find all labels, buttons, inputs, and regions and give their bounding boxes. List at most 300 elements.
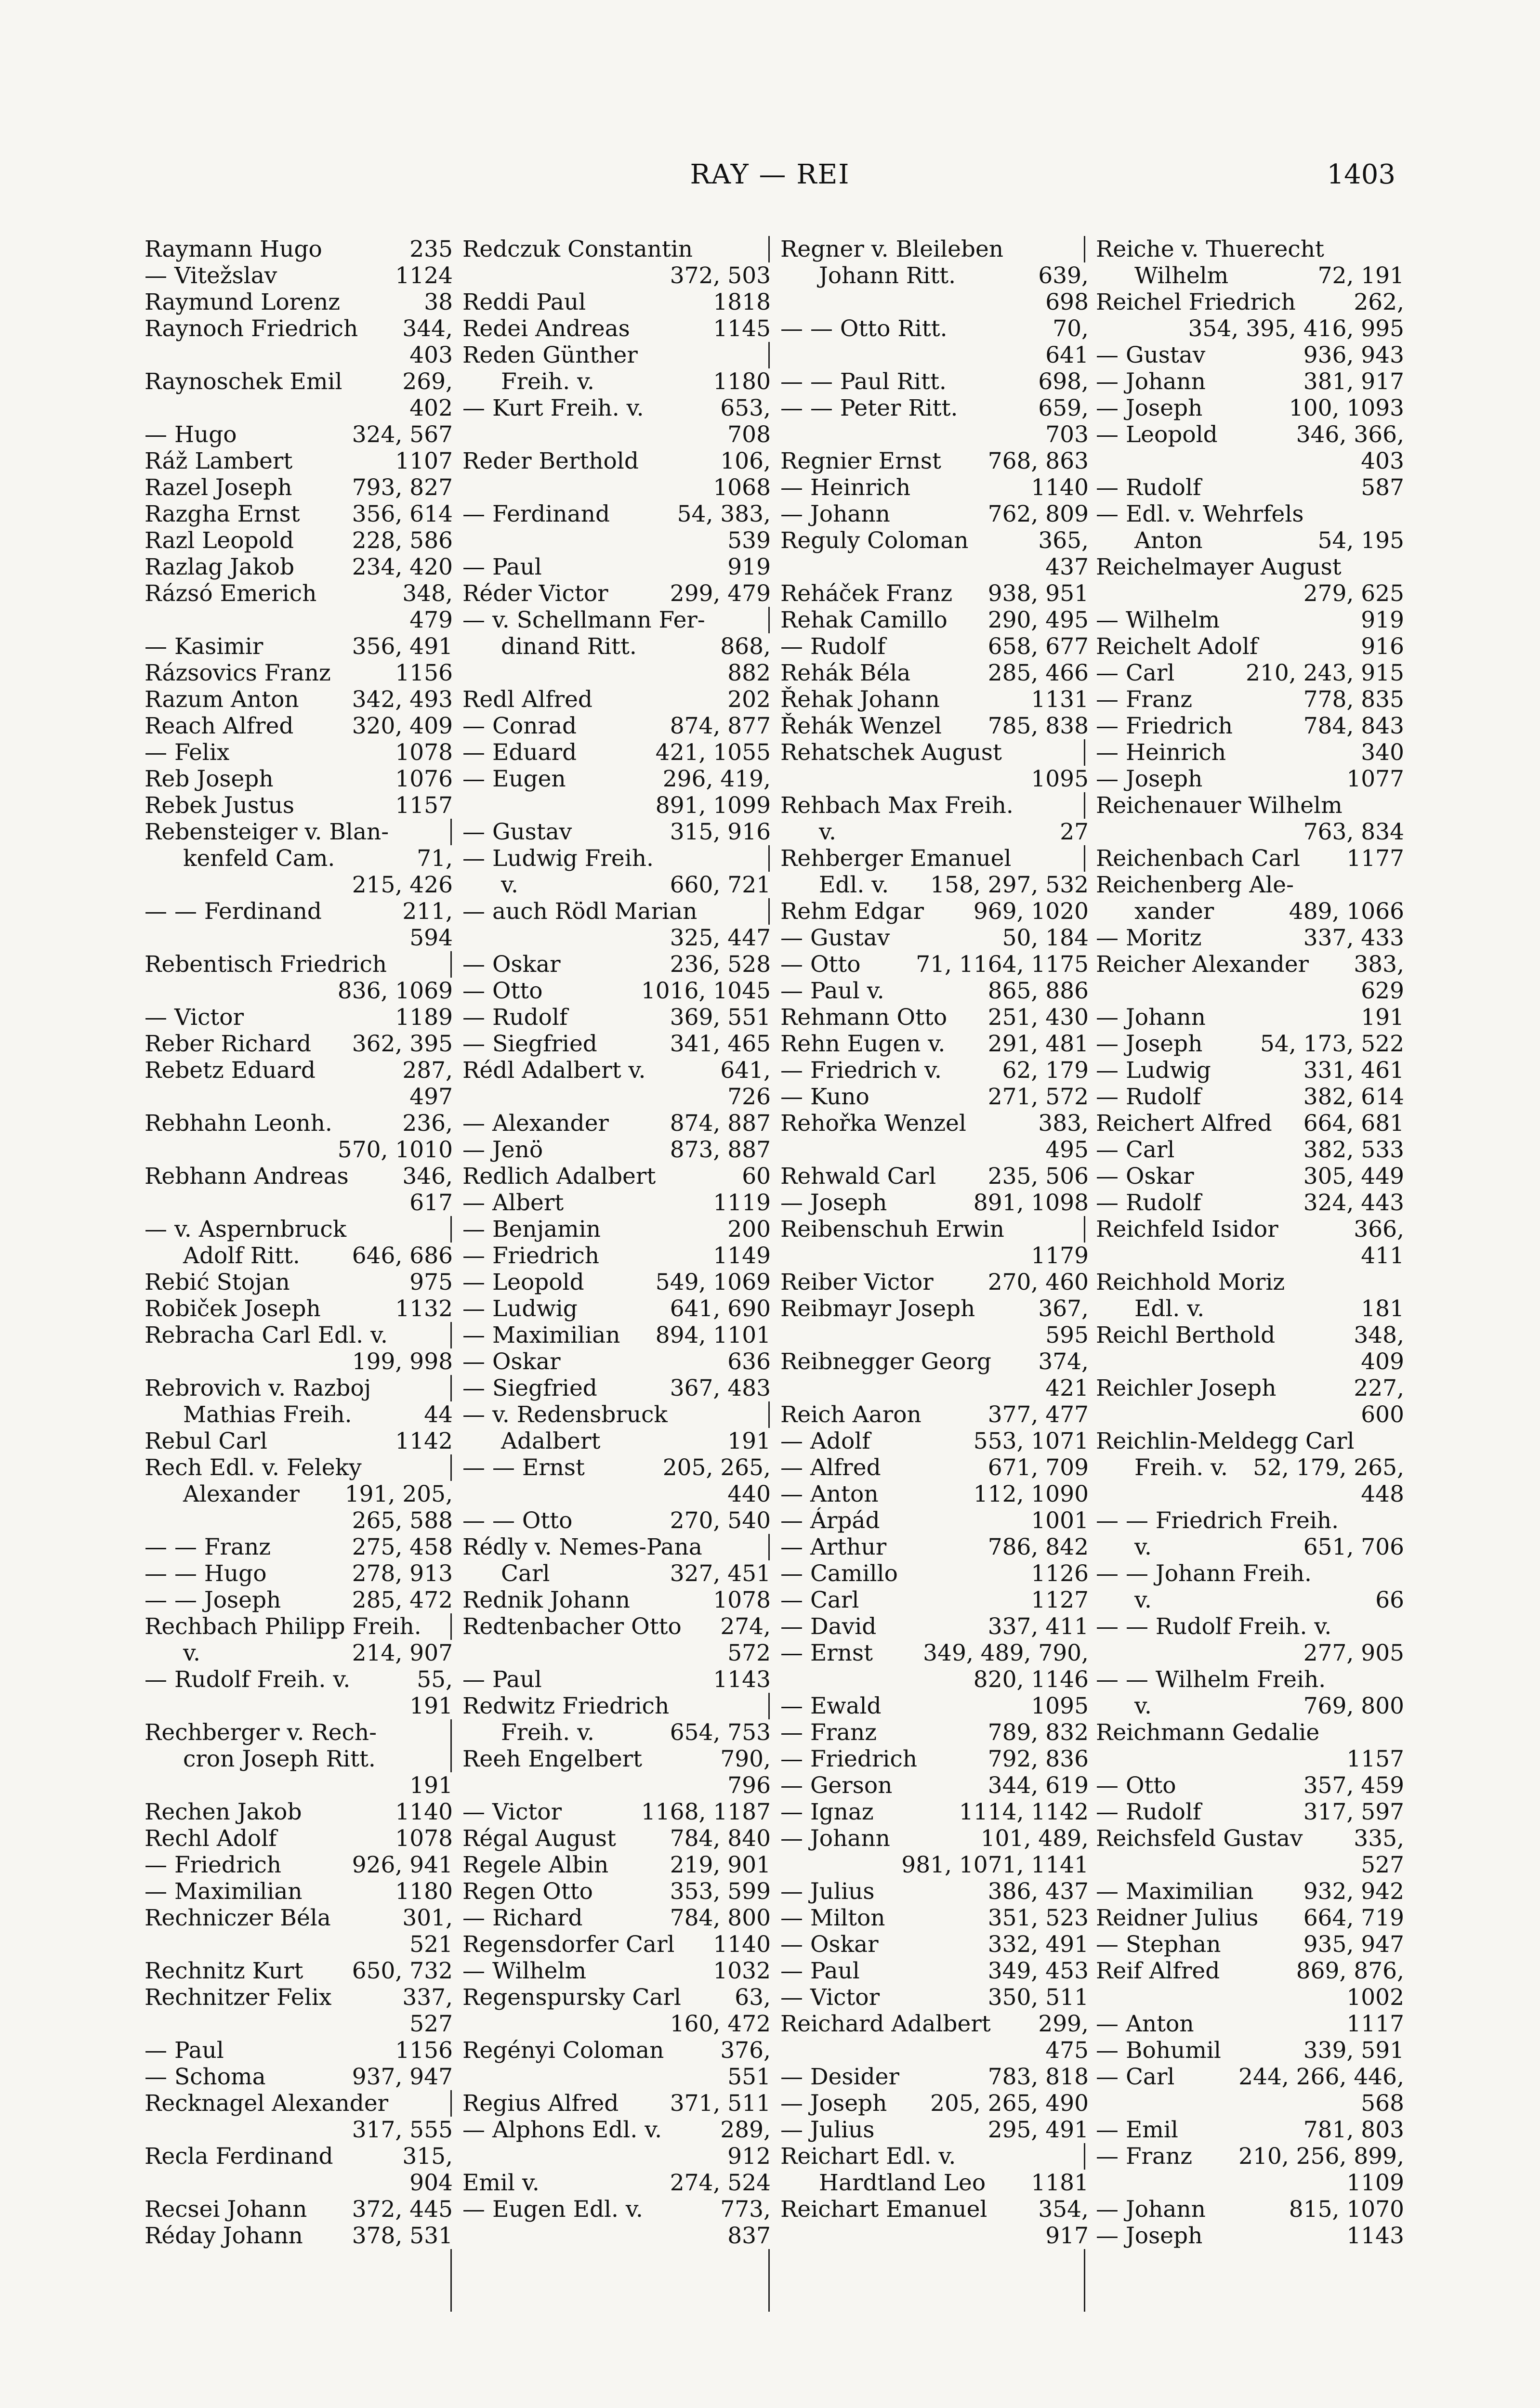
index-entry <box>462 1825 771 1852</box>
index-entry <box>1096 898 1404 925</box>
index-entry <box>145 1852 453 1878</box>
entry-pages: 489, 1066 <box>1286 898 1404 925</box>
entry-pages: 698, <box>1035 368 1089 395</box>
entry-name: Reber Richard <box>145 1031 312 1057</box>
index-entry <box>462 1348 771 1375</box>
entry-name: Edl. v. <box>819 872 889 898</box>
entry-pages: 324, 567 <box>349 421 453 448</box>
index-entry <box>462 1428 771 1454</box>
index-entry <box>780 1746 1089 1772</box>
entry-pages: 551 <box>724 2064 771 2090</box>
entry-name: Razlag Jakob <box>145 554 295 580</box>
entry-name: — Heinrich <box>1096 739 1226 766</box>
entry-name: — Joseph <box>1096 395 1203 421</box>
index-column-3 <box>780 236 1089 2312</box>
entry-pages: 919 <box>724 554 771 580</box>
entry-name: — Adolf <box>780 1428 870 1454</box>
index-entry <box>780 1693 1089 1719</box>
index-entry <box>462 2037 771 2064</box>
index-entry <box>145 1693 453 1719</box>
entry-pages: 641 <box>1042 342 1089 368</box>
entry-name: Redei Andreas <box>462 315 630 342</box>
index-entry <box>1096 1004 1404 1031</box>
entry-name: Rehmann Otto <box>780 1004 948 1031</box>
entry-pages: 568 <box>1358 2090 1404 2117</box>
entry-name: — Maximilian <box>1096 1878 1254 1905</box>
index-entry <box>780 1481 1089 1507</box>
index-entry <box>145 1905 453 1931</box>
entry-pages: 1157 <box>392 792 453 819</box>
entry-name: Razl Leopold <box>145 527 294 554</box>
entry-pages: 341, 465 <box>667 1031 771 1057</box>
entry-name: — Ferdinand <box>462 501 610 527</box>
index-entry <box>1096 1057 1404 1084</box>
entry-pages: 785, 838 <box>985 713 1089 739</box>
index-entry <box>780 2196 1089 2223</box>
entry-pages: 27 <box>1057 819 1089 845</box>
index-entry <box>780 1057 1089 1084</box>
index-entry <box>462 1534 771 1560</box>
index-entry <box>1096 1958 1404 1984</box>
entry-pages: 191 <box>407 1772 453 1799</box>
entry-name: Freih. v. <box>1134 1454 1228 1481</box>
index-entry <box>780 872 1089 898</box>
entry-name: v. <box>501 872 518 898</box>
index-entry <box>462 1507 771 1534</box>
index-entry <box>1096 236 1404 262</box>
index-entry <box>780 713 1089 739</box>
index-entry <box>1096 1534 1404 1560</box>
entry-pages: 50, 184 <box>1000 925 1089 951</box>
index-entry <box>145 289 453 315</box>
entry-pages: 778, 835 <box>1301 686 1404 713</box>
entry-pages: 768, 863 <box>985 448 1089 474</box>
index-entry <box>462 289 771 315</box>
index-entry <box>145 554 453 580</box>
entry-pages: 820, 1146 <box>971 1666 1089 1693</box>
entry-name: Raynoch Friedrich <box>145 315 358 342</box>
entry-pages: 437 <box>1042 554 1089 580</box>
index-entry <box>780 686 1089 713</box>
entry-pages: 317, 555 <box>349 2117 453 2143</box>
index-entry <box>462 1481 771 1507</box>
entry-name: Freih. v. <box>501 368 594 395</box>
index-entry <box>145 766 453 792</box>
entry-name: Regen Otto <box>462 1878 593 1905</box>
entry-name: Reichlin-Meldegg Carl <box>1096 1428 1355 1454</box>
entry-pages: 796 <box>724 1772 771 1799</box>
index-entry <box>462 1719 771 1746</box>
entry-pages: 935, 947 <box>1301 1931 1404 1958</box>
index-entry <box>780 1401 1089 1428</box>
entry-pages: 214, 907 <box>349 1640 453 1666</box>
index-entry <box>145 1057 453 1084</box>
entry-pages: 653, <box>717 395 771 421</box>
entry-name: Razum Anton <box>145 686 299 713</box>
index-entry <box>145 262 453 289</box>
entry-name: — — Rudolf Freih. v. <box>1096 1613 1332 1640</box>
entry-name: Reach Alfred <box>145 713 294 739</box>
index-entry <box>462 1984 771 2011</box>
index-entry <box>1096 845 1404 872</box>
entry-pages: 52, 179, 265, <box>1250 1454 1404 1481</box>
index-entry <box>145 1322 453 1348</box>
entry-name: — Johann <box>780 501 890 527</box>
entry-pages: 1016, 1045 <box>638 978 771 1004</box>
entry-pages: 381, 917 <box>1301 368 1404 395</box>
entry-pages: 54, 383, <box>674 501 771 527</box>
index-entry <box>1096 342 1404 368</box>
index-entry <box>1096 1110 1404 1137</box>
index-entry <box>1096 1269 1404 1296</box>
index-entry <box>1096 2196 1404 2223</box>
entry-name: Adalbert <box>501 1428 601 1454</box>
index-entry <box>780 2117 1089 2143</box>
entry-name: — Alexander <box>462 1110 609 1137</box>
entry-name: Reiber Victor <box>780 1269 934 1296</box>
entry-name: — Carl <box>1096 1137 1175 1163</box>
entry-pages: 234, 420 <box>349 554 453 580</box>
entry-name: — Johann <box>780 1825 890 1852</box>
index-entry <box>145 1110 453 1137</box>
entry-pages: 269, <box>399 368 453 395</box>
entry-pages: 348, <box>399 580 453 607</box>
entry-pages: 1095 <box>1028 1693 1089 1719</box>
entry-pages: 781, 803 <box>1301 2117 1404 2143</box>
entry-name: — Alphons Edl. v. <box>462 2117 662 2143</box>
index-entry <box>462 660 771 686</box>
index-entry <box>1096 1587 1404 1613</box>
index-entry <box>145 1137 453 1163</box>
index-entry <box>780 1269 1089 1296</box>
entry-pages: 285, 472 <box>349 1587 453 1613</box>
entry-pages: 521 <box>407 1931 453 1958</box>
entry-name: — Ernst <box>780 1640 873 1666</box>
entry-name: Rehak Camillo <box>780 607 948 633</box>
entry-name: Rebensteiger v. Blan- <box>145 819 389 845</box>
entry-name: — Benjamin <box>462 1216 601 1243</box>
index-entry <box>145 1746 453 1772</box>
entry-name: Rebek Justus <box>145 792 295 819</box>
entry-name: Rehm Edgar <box>780 898 924 925</box>
index-entry <box>1096 1852 1404 1878</box>
index-entry <box>1096 2037 1404 2064</box>
entry-name: Regnier Ernst <box>780 448 941 474</box>
entry-pages: 421 <box>1042 1375 1089 1401</box>
index-entry <box>145 2170 453 2196</box>
index-entry <box>462 1296 771 1322</box>
entry-pages: 215, 426 <box>349 872 453 898</box>
index-entry <box>462 2011 771 2037</box>
index-entry <box>145 1481 453 1507</box>
entry-pages: 354, <box>1035 2196 1089 2223</box>
index-entry <box>462 1163 771 1190</box>
entry-pages: 639, <box>1035 262 1089 289</box>
entry-pages: 708 <box>724 421 771 448</box>
index-entry <box>1096 2090 1404 2117</box>
entry-name: — Otto <box>1096 1772 1176 1799</box>
entry-name: v. <box>1134 1693 1152 1719</box>
index-entry <box>145 1613 453 1640</box>
entry-pages: 325, 447 <box>667 925 771 951</box>
entry-pages: 912 <box>724 2143 771 2170</box>
entry-name: — Friedrich <box>1096 713 1233 739</box>
index-entry <box>145 501 453 527</box>
entry-name: — Alfred <box>780 1454 881 1481</box>
entry-pages: 1114, 1142 <box>956 1799 1089 1825</box>
index-entry <box>145 951 453 978</box>
index-entry <box>145 1560 453 1587</box>
entry-name: Reháček Franz <box>780 580 953 607</box>
entry-name: Rehwald Carl <box>780 1163 936 1190</box>
index-entry <box>145 1507 453 1534</box>
entry-pages: 440 <box>724 1481 771 1507</box>
index-entry <box>145 1799 453 1825</box>
entry-name: Rédly v. Nemes-Pana <box>462 1534 702 1560</box>
entry-name: Rázsovics Franz <box>145 660 331 686</box>
entry-name: — Kurt Freih. v. <box>462 395 644 421</box>
index-entry <box>1096 607 1404 633</box>
entry-pages: 1109 <box>1343 2170 1404 2196</box>
entry-name: Reiche v. Thuerecht <box>1096 236 1324 262</box>
entry-pages: 784, 840 <box>667 1825 771 1852</box>
entry-pages: 54, 173, 522 <box>1257 1031 1404 1057</box>
index-entry <box>780 2064 1089 2090</box>
entry-pages: 365, <box>1035 527 1089 554</box>
entry-pages: 290, 495 <box>985 607 1089 633</box>
entry-name: — Jenö <box>462 1137 543 1163</box>
index-entry <box>1096 1666 1404 1693</box>
entry-pages: 1095 <box>1028 766 1089 792</box>
entry-pages: 938, 951 <box>985 580 1089 607</box>
index-entry <box>145 580 453 607</box>
index-entry <box>145 1163 453 1190</box>
entry-pages: 1107 <box>392 448 453 474</box>
entry-pages: 1078 <box>392 739 453 766</box>
index-entry <box>145 792 453 819</box>
index-entry <box>1096 686 1404 713</box>
entry-pages: 299, <box>1035 2011 1089 2037</box>
index-entry <box>1096 1322 1404 1348</box>
entry-pages: 975 <box>407 1269 453 1296</box>
entry-pages: 101, 489, <box>978 1825 1089 1852</box>
index-entry <box>780 792 1089 819</box>
entry-name: Rech Edl. v. Feleky <box>145 1454 362 1481</box>
entry-pages: 211, <box>399 898 453 925</box>
entry-pages: 158, 297, 532 <box>927 872 1089 898</box>
entry-name: Redtenbacher Otto <box>462 1613 682 1640</box>
index-entry <box>462 1004 771 1031</box>
index-entry <box>145 2064 453 2090</box>
entry-pages: 383, <box>1351 951 1404 978</box>
entry-name: — Franz <box>780 1719 877 1746</box>
index-entry <box>1096 1084 1404 1110</box>
index-entry <box>1096 1693 1404 1719</box>
entry-name: Regner v. Bleileben <box>780 236 1004 262</box>
index-entry <box>462 1640 771 1666</box>
entry-name: Réday Johann <box>145 2223 303 2249</box>
entry-name: — Carl <box>1096 2064 1175 2090</box>
entry-name: — — Friedrich Freih. <box>1096 1507 1339 1534</box>
entry-pages: 289, <box>717 2117 771 2143</box>
entry-name: Regius Alfred <box>462 2090 619 2117</box>
index-entry <box>462 1878 771 1905</box>
index-entry <box>462 448 771 474</box>
entry-pages: 479 <box>407 607 453 633</box>
entry-pages: 904 <box>407 2170 453 2196</box>
index-entry <box>780 898 1089 925</box>
entry-name: Rebracha Carl Edl. v. <box>145 1322 388 1348</box>
entry-name: Raynoschek Emil <box>145 368 342 395</box>
entry-pages: 926, 941 <box>349 1852 453 1878</box>
index-entry <box>145 1984 453 2011</box>
entry-name: Raymann Hugo <box>145 236 322 262</box>
entry-pages: 372, 445 <box>349 2196 453 2223</box>
entry-pages: 287, <box>399 1057 453 1084</box>
entry-pages: 403 <box>1358 448 1404 474</box>
entry-pages: 1131 <box>1028 686 1089 713</box>
index-entry <box>462 1031 771 1057</box>
entry-name: Rehberger Emanuel <box>780 845 1012 872</box>
index-entry <box>1096 978 1404 1004</box>
index-entry <box>1096 819 1404 845</box>
entry-pages: 1181 <box>1028 2170 1089 2196</box>
index-entry <box>145 448 453 474</box>
entry-name: Reif Alfred <box>1096 1958 1220 1984</box>
entry-pages: 351, 523 <box>985 1905 1089 1931</box>
index-entry <box>462 1269 771 1296</box>
entry-pages: 658, 677 <box>985 633 1089 660</box>
entry-pages: 783, 818 <box>985 2064 1089 2090</box>
entry-name: — Moritz <box>1096 925 1202 951</box>
entry-pages: 181 <box>1358 1296 1404 1322</box>
entry-name: — Eduard <box>462 739 577 766</box>
index-entry <box>145 2117 453 2143</box>
entry-pages: 773, <box>717 2196 771 2223</box>
entry-pages: 348, <box>1351 1322 1404 1348</box>
entry-name: — Oskar <box>1096 1163 1194 1190</box>
index-entry <box>780 1110 1089 1137</box>
index-entry <box>145 1190 453 1216</box>
entry-pages: 1157 <box>1343 1746 1404 1772</box>
index-entry <box>145 1878 453 1905</box>
entry-name: Reichfeld Isidor <box>1096 1216 1278 1243</box>
entry-name: Regensdorfer Carl <box>462 1931 675 1958</box>
entry-name: Reichler Joseph <box>1096 1375 1277 1401</box>
index-entry <box>780 2037 1089 2064</box>
index-entry <box>780 978 1089 1004</box>
index-entry <box>1096 713 1404 739</box>
index-entry <box>1096 1401 1404 1428</box>
entry-pages: 659, <box>1035 395 1089 421</box>
entry-pages: 342, 493 <box>349 686 453 713</box>
entry-pages: 378, 531 <box>349 2223 453 2249</box>
entry-pages: 60 <box>739 1163 771 1190</box>
index-entry <box>145 474 453 501</box>
index-entry <box>462 342 771 368</box>
index-entry <box>1096 1163 1404 1190</box>
entry-name: Rechl Adolf <box>145 1825 277 1852</box>
entry-pages: 367, <box>1035 1296 1089 1322</box>
index-entry <box>145 1958 453 1984</box>
index-entry <box>1096 1348 1404 1375</box>
entry-name: — Eugen Edl. v. <box>462 2196 643 2223</box>
index-entry <box>780 1799 1089 1825</box>
entry-pages: 1068 <box>710 474 771 501</box>
entry-name: Rechnitz Kurt <box>145 1958 303 1984</box>
index-entry <box>462 501 771 527</box>
entry-pages: 202 <box>724 686 771 713</box>
entry-pages: 1180 <box>392 1878 453 1905</box>
index-entry <box>462 686 771 713</box>
entry-pages: 236, 528 <box>667 951 771 978</box>
index-entry <box>1096 739 1404 766</box>
entry-pages: 377, 477 <box>985 1401 1089 1428</box>
entry-name: Rédl Adalbert v. <box>462 1057 646 1084</box>
entry-name: — Ludwig <box>1096 1057 1211 1084</box>
index-entry <box>145 978 453 1004</box>
entry-name: Wilhelm <box>1134 262 1229 289</box>
entry-pages: 1156 <box>392 2037 453 2064</box>
entry-pages: 641, 690 <box>667 1296 771 1322</box>
entry-name: — Joseph <box>780 1190 887 1216</box>
entry-pages: 868, <box>717 633 771 660</box>
index-entry <box>1096 315 1404 342</box>
entry-name: kenfeld Cam. <box>183 845 335 872</box>
entry-pages: 376, <box>717 2037 771 2064</box>
entry-pages: 315, 916 <box>667 819 771 845</box>
index-entry <box>780 1507 1089 1534</box>
entry-name: — Joseph <box>1096 2223 1203 2249</box>
entry-name: Reichsfeld Gustav <box>1096 1825 1303 1852</box>
entry-pages: 349, 453 <box>985 1958 1089 1984</box>
entry-pages: 160, 472 <box>667 2011 771 2037</box>
entry-name: — Victor <box>462 1799 562 1825</box>
entry-name: — Heinrich <box>780 474 911 501</box>
index-entry <box>1096 1719 1404 1746</box>
entry-name: — Kasimir <box>145 633 263 660</box>
index-entry <box>780 1216 1089 1243</box>
entry-name: Reichel Friedrich <box>1096 289 1296 315</box>
index-entry <box>145 1931 453 1958</box>
index-entry <box>1096 2170 1404 2196</box>
entry-pages: 726 <box>724 1084 771 1110</box>
entry-pages: 371, 511 <box>667 2090 771 2117</box>
entry-pages: 1124 <box>392 262 453 289</box>
entry-name: Reich Aaron <box>780 1401 921 1428</box>
index-entry <box>1096 925 1404 951</box>
entry-pages: 227, <box>1351 1375 1404 1401</box>
entry-pages: 1168, 1187 <box>638 1799 771 1825</box>
index-entry <box>462 527 771 554</box>
index-entry <box>145 395 453 421</box>
entry-name: Řehák Wenzel <box>780 713 942 739</box>
entry-pages: 792, 836 <box>985 1746 1089 1772</box>
entry-name: — Conrad <box>462 713 577 739</box>
entry-name: Hardtland Leo <box>819 2170 986 2196</box>
index-entry <box>145 421 453 448</box>
index-entry <box>1096 421 1404 448</box>
entry-pages: 106, <box>717 448 771 474</box>
entry-name: dinand Ritt. <box>501 633 637 660</box>
entry-pages: 1177 <box>1343 845 1404 872</box>
index-entry <box>780 501 1089 527</box>
entry-name: Reichard Adalbert <box>780 2011 991 2037</box>
index-entry <box>145 1719 453 1746</box>
index-entry <box>780 1428 1089 1454</box>
entry-pages: 1001 <box>1028 1507 1089 1534</box>
index-entry <box>780 2223 1089 2249</box>
